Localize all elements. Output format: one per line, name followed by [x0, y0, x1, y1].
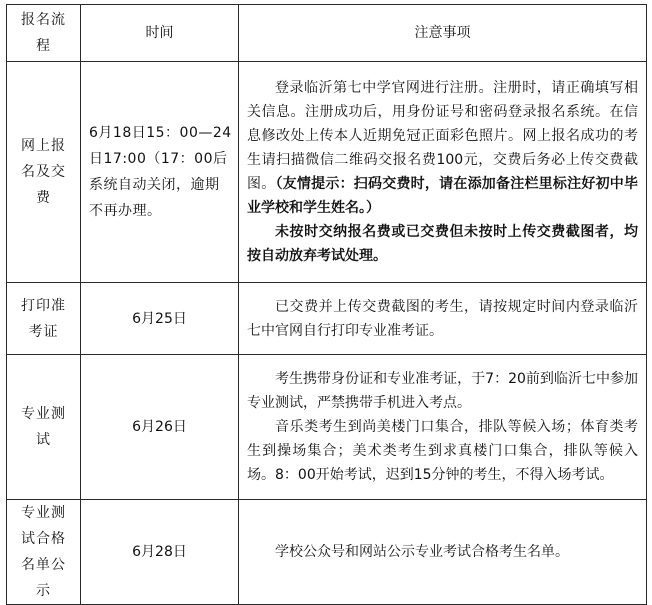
notes-paragraph — [247, 76, 638, 220]
notes-text: 登录临沂第七中学官网进行注册。注册时，请正确填写相关信息。注册成功后，用身份证号和密码登录报名系统。在信息修改处上传本人近期免冠正面彩色照片。网上报名成功的考生请扫描微信二维码交报名费100元，交费后务必上传交费截图。 — [247, 80, 638, 192]
notes-text: 音乐类考生到尚美楼门口集合，排队等候入场；体育类考生到操场集合；美术类考生到求真楼门口集合，排队等候入场。8：00开始考试，迟到15分钟的考生，不得入场考试。 — [247, 419, 638, 483]
table-row — [7, 283, 647, 355]
stage-cell: 网上报名及交费 — [7, 62, 81, 283]
notes-warning-text: 未按时交纳报名费或已交费但未按时上传交费截图者，均按自动放弃考试处理。 — [247, 224, 638, 264]
table-row — [7, 62, 647, 283]
time-cell: 6月25日 — [81, 283, 239, 355]
header-time-cell: 时间 — [81, 5, 239, 62]
notes-cell — [239, 355, 647, 500]
registration-schedule-table — [6, 4, 647, 605]
stage-cell: 打印准考证 — [7, 283, 81, 355]
notes-text: 学校公众号和网站公示专业考试合格考生名单。 — [275, 544, 569, 560]
stage-cell: 专业测试 — [7, 355, 81, 500]
table-row — [7, 355, 647, 500]
time-cell: 6月26日 — [81, 355, 239, 500]
notes-tip-text: （友情提示：扫码交费时，请在添加备注栏里标注好初中毕业学校和学生姓名。） — [247, 176, 639, 216]
table-header-row — [7, 5, 647, 62]
stage-cell: 专业测试合格名单公示 — [7, 500, 81, 605]
header-stage-cell: 报名流程 — [7, 5, 81, 62]
time-cell: 6月28日 — [81, 500, 239, 605]
notes-cell — [239, 62, 647, 283]
table-row — [7, 500, 647, 605]
notes-cell — [239, 283, 647, 355]
notes-text: 已交费并上传交费截图的考生，请按规定时间内登录临沂七中官网自行打印专业准考证。 — [247, 298, 638, 339]
header-notes-cell: 注意事项 — [239, 5, 647, 62]
notes-cell — [239, 500, 647, 605]
time-cell: 6月18日15：00—24日17:00（17：00后系统自动关闭，逾期不再办理。 — [81, 62, 239, 283]
notes-text: 考生携带身份证和专业准考证，于7：20前到临沂七中参加专业测试，严禁携带手机进入考点。 — [247, 371, 638, 411]
